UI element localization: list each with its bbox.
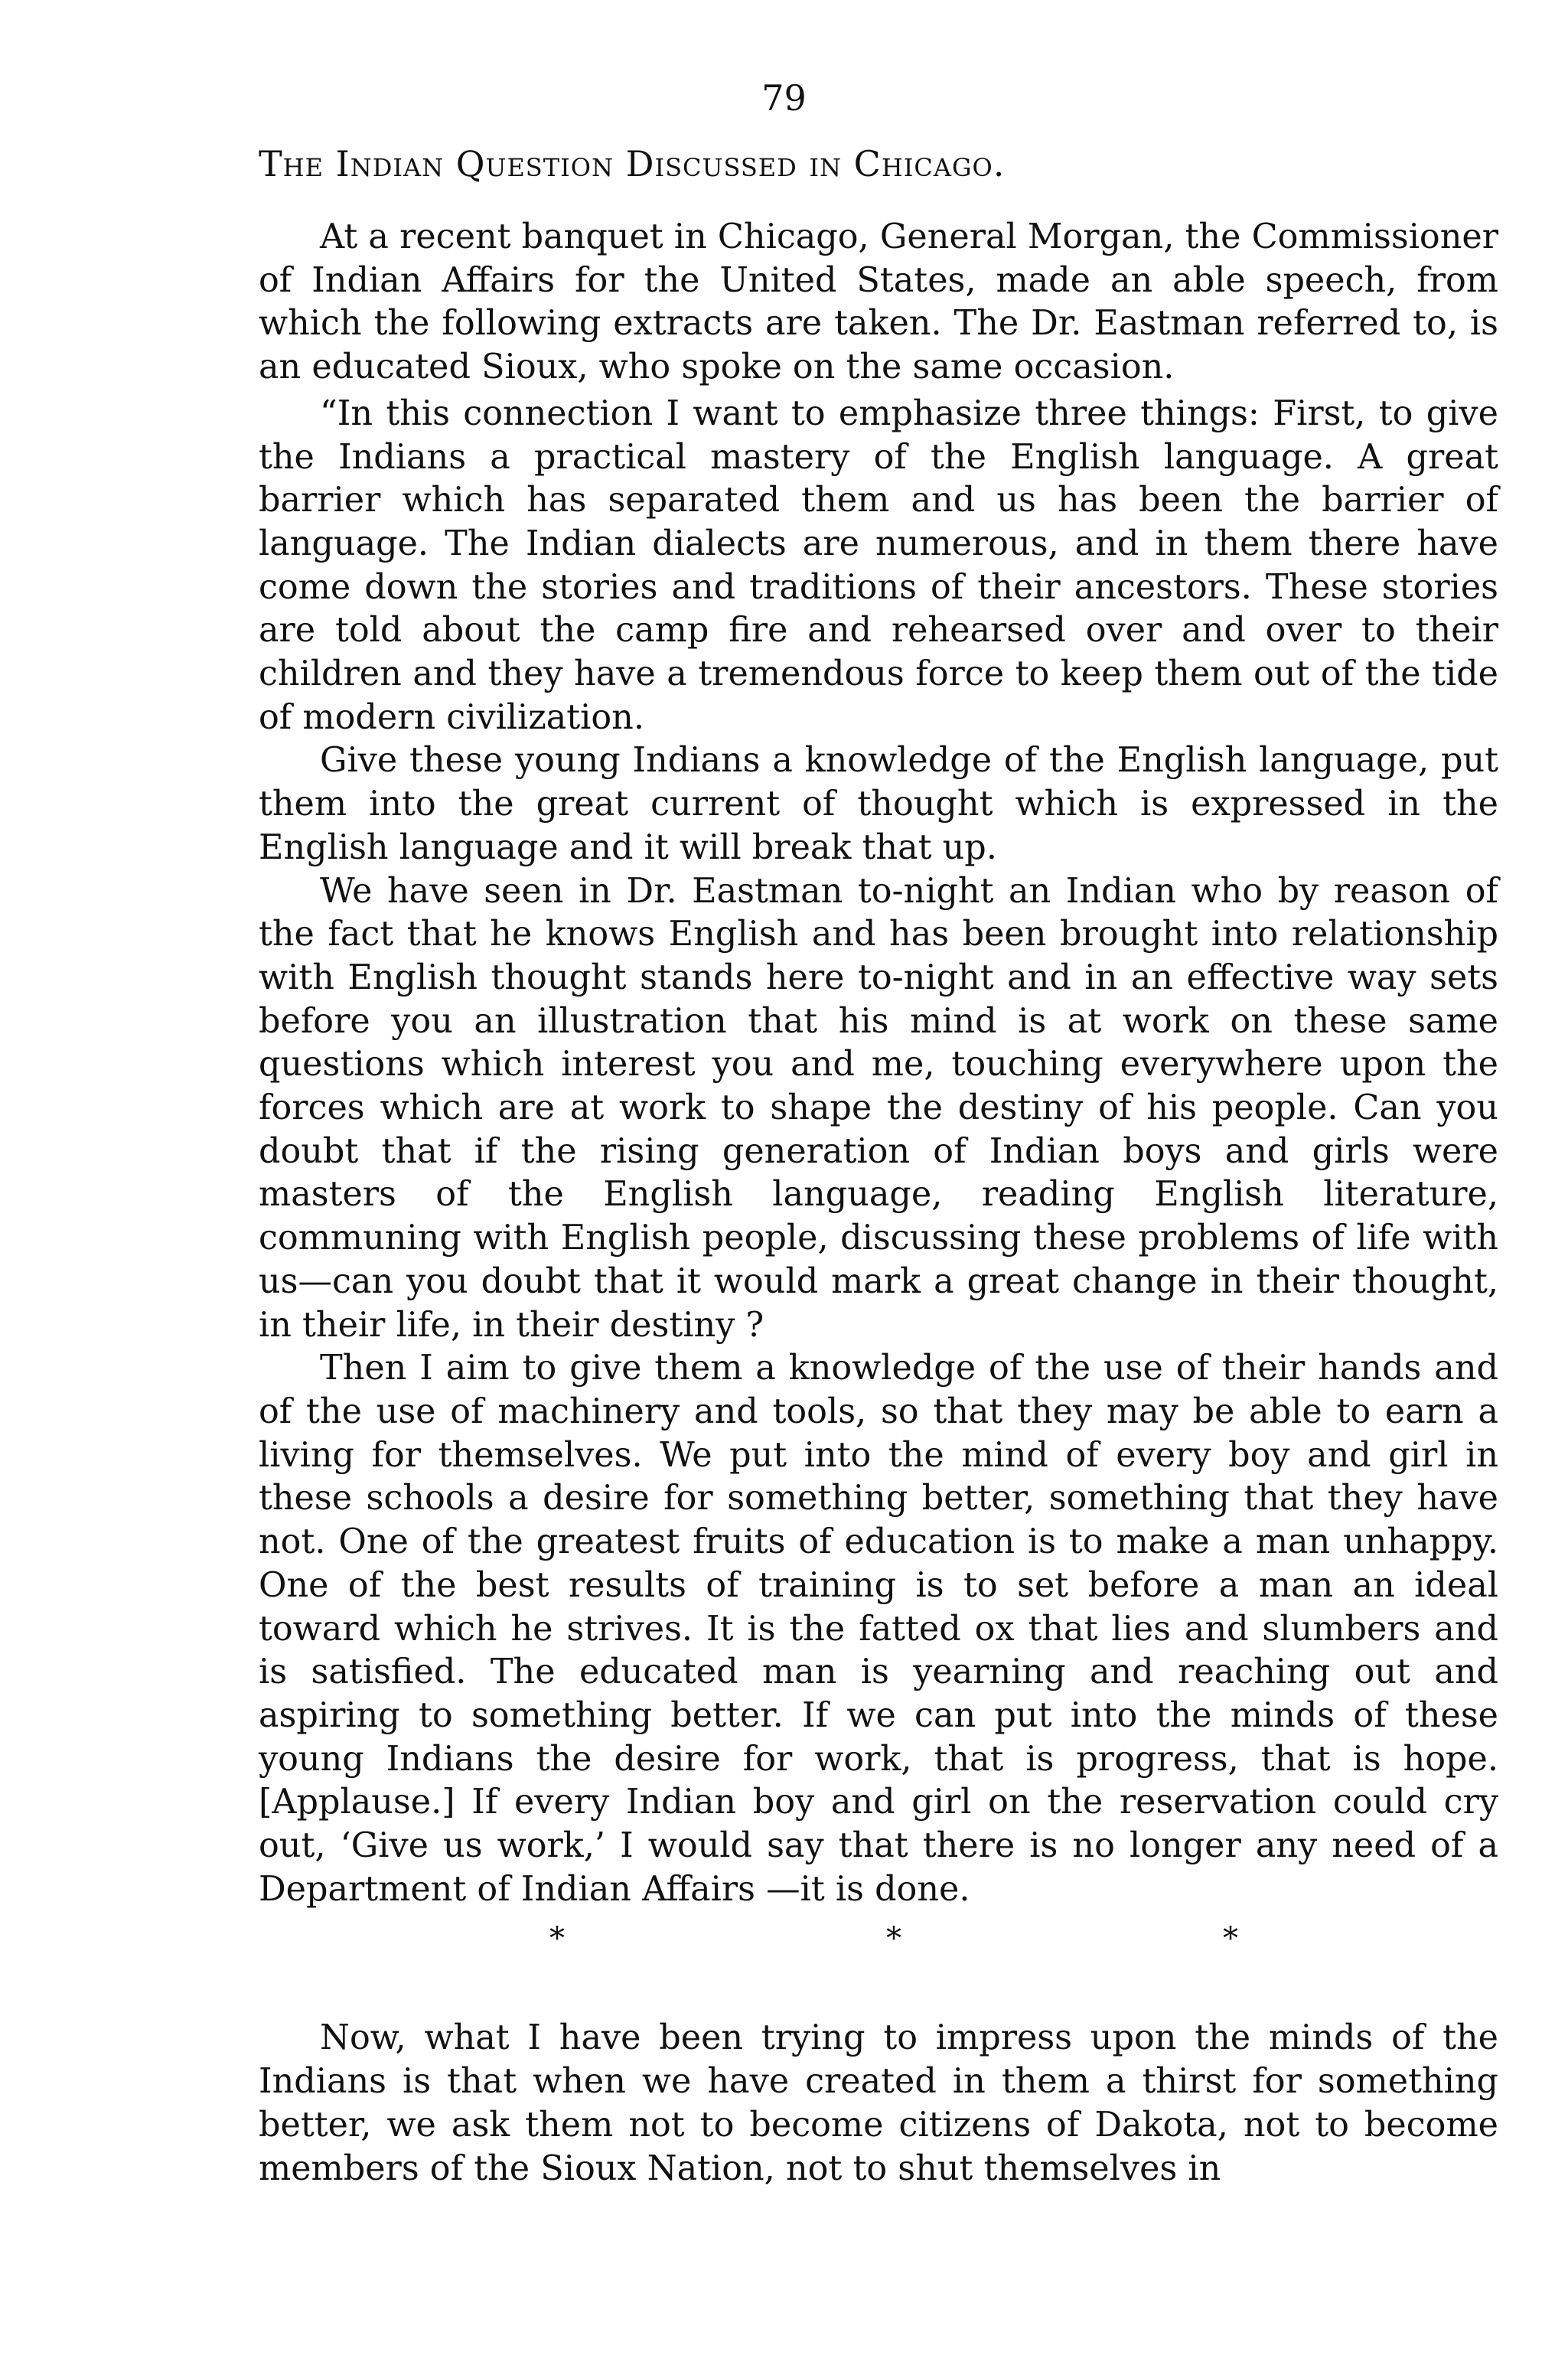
paragraph-english-current: Give these young Indians a knowledge of the English language, put them into the great current of thought which is expressed in the English language and it will break that up. [259,741,1498,867]
article-body [259,216,1498,2190]
asterisk-2: * [886,1921,901,1957]
article-title: The Indian Question Discussed in Chicago. [259,143,1006,184]
page-number: 79 [761,77,807,119]
asterisk-1: * [549,1921,565,1957]
paragraph-work-education: Then I aim to give them a knowledge of the use of their hands and of the use of machinery and tools, so that they may be able to earn a living for themselves. We put into the mind of every boy and girl in these schools a desire for something better, something that they have not. One of the greatest fruits of education is to make a man unhappy. One of the best results of training is to set before a man an ideal toward which he strives. It is the fatted ox that lies and slumbers and is satisfied. The educated man is yearning and reaching out and aspiring to something better. If we can put into the minds of these young Indians the desire for work, that is progress, that is hope. [Applause.] If every Indian boy and girl on the reservation could cry out, ‘Give us work,’ I would say that there is no longer any need of a Department of Indian Affairs —it is done. [259,1349,1498,1909]
paragraph-dr-eastman: We have seen in Dr. Eastman to-night an Indian who by reason of the fact that he knows English and has been brought into relationship with English thought stands here to-night and in an effective way sets before you an illustration that his mind is at work on these same questions which interest you and me, touching everywhere upon the forces which are at work to shape the destiny of his people. Can you doubt that if the rising generation of Indian boys and girls were masters of the English language, reading English literature, communing with English people, discussing these problems of life with us—can you doubt that it would mark a great change in their thought, in their life, in their destiny ? [259,871,1498,1345]
paragraph-closing: Now, what I have been trying to impress upon the minds of the Indians is that when we have created in them a thirst for something better, we ask them not to become citizens of Dakota, not to become members of the Sioux Nation, not to shut themselves in [259,2018,1498,2188]
paragraph-intro: At a recent banquet in Chicago, General Morgan, the Commissioner of Indian Affairs for the United States, made an able speech, from which the following extracts are taken. The Dr. Eastman referred to, is an educated Sioux, who spoke on the same occasion. [259,217,1498,387]
asterisk-3: * [1223,1921,1238,1957]
paragraph-speech-language: “In this connection I want to emphasize three things: First, to give the Indians a practical mastery of the English language. A great barrier which has separated them and us has been the barrier of language. The Indian dialects are numerous, and in them there have come down the stories and traditions of their ancestors. These stories are told about the camp fire and rehearsed over and over to their children and they have a tremendous force to keep them out of the tide of modern civilization. [259,393,1498,737]
section-separator [259,1917,1498,1960]
